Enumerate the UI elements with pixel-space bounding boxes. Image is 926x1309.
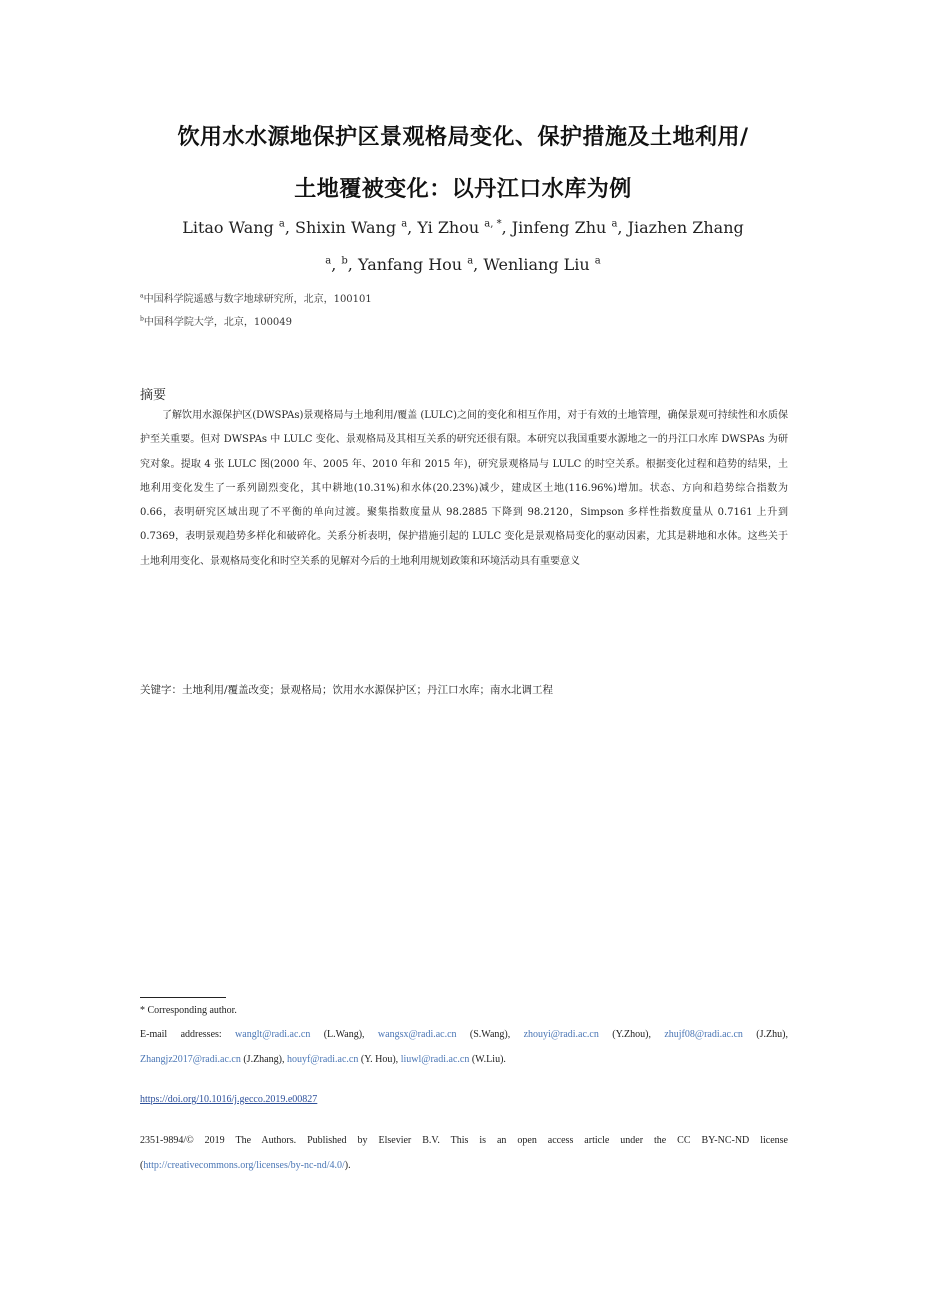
author-name: Jinfeng Zhu (511, 218, 607, 237)
affiliation-text: 中国科学院大学，北京，100049 (143, 317, 293, 328)
footnote-divider (140, 997, 226, 998)
license-statement (140, 1129, 788, 1178)
affiliation-b (140, 313, 292, 328)
author-list-line-2: $^a$, $^b$, Yanfang Hou $^a$, Wenliang Liu $^a$ (325, 255, 601, 274)
email-owner: (Y.Zhou), (598, 1029, 665, 1040)
doi-link[interactable]: https://doi.org/10.1016/j.gecco.2019.e00827 (140, 1094, 318, 1105)
author-affiliation-mark: a (401, 218, 408, 230)
license-text: 2351-9894/© 2019 The Authors. Published by Elsevier B.V. This is an open access article under the CC BY-NC-ND license ( (140, 1135, 788, 1171)
keywords: 关键字：土地利用/覆盖改变；景观格局；饮用水水源保护区；丹江口水库；南水北调工程 (140, 684, 554, 696)
abstract-body: 了解饮用水源保护区(DWSPAs)景观格局与土地利用/覆盖 (LULC)之间的变化和相互作用，对于有效的土地管理，确保景观可持续性和水质保护至关重要。但对 DWSPAs 中 LULC 变化、景观格局及其相互关系的研究还很有限。本研究以我国重要水源地之一的丹江口水库 DWSPAs 为研究对象。提取 4 张 LULC 图(2000 年、2005 年、2010 年和 2015 年)，研究景观格局与 LULC 的时空关系。根据变化过程和趋势的结果，土地利用变化发生了一系列剧烈变化，其中耕地(10.31%)和水体(20.23%)减少，建成区土地(116.96%)增加。状态、方向和趋势综合指数为 0.66，表明研究区域出现了不平衡的单向过渡。聚集指数度量从 98.2885 下降到 98.2120，Simpson 多样性指数度量从 0.7161 上升到 0.7369，表明景观趋势多样化和破碎化。关系分析表明，保护措施引起的 LULC 变化是景观格局变化的驱动因素，尤其是耕地和水体。这些关于土地利用变化、景观格局变化和时空关系的见解对今后的土地利用规划政策和环境活动具有重要意义 (140, 410, 788, 567)
author-affiliation-mark: a (611, 218, 618, 230)
email-owner: (Y. Hou), (358, 1053, 401, 1065)
paper-title-line-1: 饮用水水源地保护区景观格局变化、保护措施及土地利用/ (177, 125, 749, 150)
corresponding-author-note: * Corresponding author. (140, 1005, 237, 1016)
email-link[interactable]: zhouyi@radi.ac.cn (523, 1029, 599, 1040)
license-text-end: ). (344, 1159, 351, 1171)
email-owner: (S.Wang), (456, 1029, 524, 1040)
author-affiliation-mark: a, * (484, 218, 502, 230)
affiliation-mark: a (140, 292, 144, 300)
author-name: Wenliang Liu (483, 255, 590, 274)
email-owner: (J.Zhu), (742, 1029, 788, 1040)
author-affiliation-mark: a (594, 255, 601, 267)
author-affiliation-mark: b (341, 255, 348, 267)
email-link[interactable]: wangsx@radi.ac.cn (377, 1029, 457, 1040)
author-name: Yanfang Hou (357, 255, 463, 274)
license-link[interactable]: http://creativecommons.org/licenses/by-nc-nd/4.0/ (143, 1159, 345, 1171)
paper-title-line-2: 土地覆被变化：以丹江口水库为例 (294, 177, 632, 202)
affiliation-a (140, 290, 372, 305)
author-name: Shixin Wang (295, 218, 397, 237)
author-list-line-1: Litao Wang $^a$, Shixin Wang $^a$, Yi Zhou $^{a, *}$, Jinfeng Zhu $^a$, Jiazhen Zhang (182, 218, 744, 237)
author-name: Litao Wang (182, 218, 274, 237)
email-link[interactable]: liuwl@radi.ac.cn (400, 1053, 470, 1065)
abstract-heading: 摘要 (140, 388, 167, 403)
email-link[interactable]: zhujf08@radi.ac.cn (664, 1029, 743, 1040)
email-owner: (W.Liu). (469, 1053, 506, 1065)
email-link[interactable]: Zhangjz2017@radi.ac.cn (140, 1053, 241, 1065)
author-affiliation-mark: a (325, 255, 332, 267)
author-name: Yi Zhou (417, 218, 480, 237)
affiliation-mark: b (140, 315, 144, 323)
email-owner: (J.Zhang), (240, 1053, 287, 1065)
doi-line (140, 1094, 317, 1105)
email-label: E-mail addresses: (140, 1029, 236, 1040)
author-affiliation-mark: a (467, 255, 474, 267)
email-link[interactable]: houyf@radi.ac.cn (286, 1053, 359, 1065)
email-owner: (L.Wang), (310, 1029, 378, 1040)
author-affiliation-mark: a (278, 218, 285, 230)
email-link[interactable]: wanglt@radi.ac.cn (235, 1029, 311, 1040)
affiliation-text: 中国科学院遥感与数字地球研究所，北京，100101 (143, 294, 372, 305)
email-addresses (140, 1023, 788, 1072)
author-name: Jiazhen Zhang (627, 218, 744, 237)
